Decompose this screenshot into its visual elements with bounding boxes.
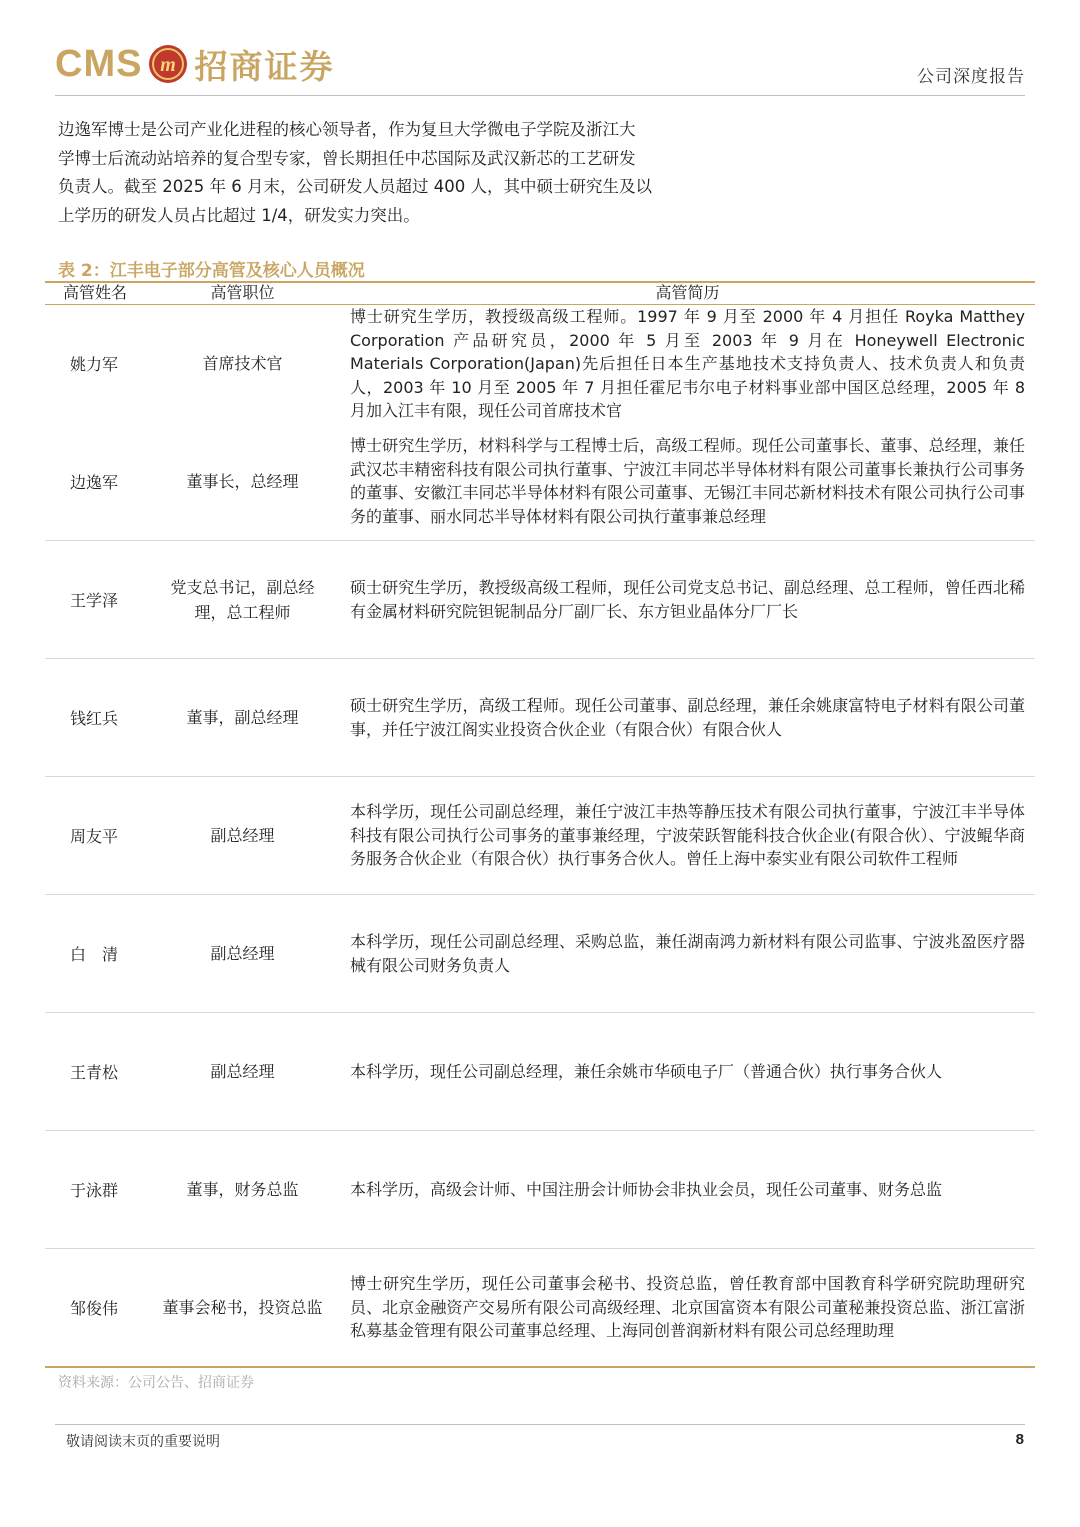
page-number: 8 bbox=[1015, 1431, 1024, 1448]
exec-name: 王学泽 bbox=[45, 541, 145, 659]
exec-bio: 博士研究生学历，现任公司董事会秘书、投资总监，曾任教育部中国教育科学研究院助理研究员、北京金融资产交易所有限公司高级经理、北京国富资本有限公司董秘兼投资总监、浙江富浙私募基金管理有限公司董事总经理、上海同创普润新材料有限公司总经理助理 bbox=[340, 1249, 1035, 1367]
intro-paragraph bbox=[58, 116, 738, 230]
intro-line: 学博士后流动站培养的复合型专家，曾长期担任中芯国际及武汉新芯的工艺研发 bbox=[58, 148, 636, 168]
table-row bbox=[45, 895, 1035, 1013]
header-divider bbox=[55, 95, 1025, 96]
exec-name: 姚力军 bbox=[70, 355, 119, 375]
header-name: 高管姓名 bbox=[45, 282, 145, 305]
company-logo bbox=[55, 42, 334, 86]
table-row bbox=[45, 1249, 1035, 1367]
table-header-row bbox=[45, 282, 1035, 305]
exec-name: 邹俊伟 bbox=[45, 1249, 145, 1367]
svg-text:m: m bbox=[160, 54, 177, 76]
source-note: 资料来源：公司公告、招商证券 bbox=[58, 1375, 254, 1391]
exec-position: 董事会秘书，投资总监 bbox=[145, 1249, 340, 1367]
executive-table bbox=[45, 282, 1035, 1368]
report-type: 公司深度报告 bbox=[917, 67, 1025, 87]
exec-position: 董事长，总经理 bbox=[145, 423, 340, 541]
exec-position: 董事，财务总监 bbox=[145, 1131, 340, 1249]
exec-bio: 本科学历，现任公司副总经理，兼任余姚市华硕电子厂（普通合伙）执行事务合伙人 bbox=[340, 1013, 1035, 1131]
table-row bbox=[45, 541, 1035, 659]
table-row bbox=[45, 1131, 1035, 1249]
exec-bio: 博士研究生学历，材料科学与工程博士后，高级工程师。现任公司董事长、董事、总经理，兼任武汉芯丰精密科技有限公司执行董事、宁波江丰同芯半导体材料有限公司董事长兼执行公司事务的董事、安徽江丰同芯半导体材料有限公司董事、无锡江丰同芯新材料技术有限公司执行公司事务的董事、丽水同芯半导体材料有限公司执行董事兼总经理 bbox=[340, 423, 1035, 541]
exec-name: 边逸军 bbox=[45, 423, 145, 541]
exec-bio: 硕士研究生学历，教授级高级工程师，现任公司党支总书记、副总经理、总工程师，曾任西北稀有金属材料研究院钽铌制品分厂副厂长、东方钽业晶体分厂厂长 bbox=[340, 541, 1035, 659]
header-bio: 高管简历 bbox=[340, 282, 1035, 305]
exec-position: 副总经理 bbox=[145, 895, 340, 1013]
exec-position: 董事，副总经理 bbox=[145, 659, 340, 777]
table-row bbox=[45, 423, 1035, 541]
header-position: 高管职位 bbox=[145, 282, 340, 305]
table-row bbox=[45, 1013, 1035, 1131]
exec-position: 副总经理 bbox=[145, 1013, 340, 1131]
exec-name: 白 清 bbox=[45, 895, 145, 1013]
exec-bio: 本科学历，高级会计师、中国注册会计师协会非执业会员，现任公司董事、财务总监 bbox=[340, 1131, 1035, 1249]
exec-bio: 本科学历，现任公司副总经理、采购总监，兼任湖南鸿力新材料有限公司监事、宁波兆盈医疗器械有限公司财务负责人 bbox=[340, 895, 1035, 1013]
exec-position: 党支总书记，副总经理，总工程师 bbox=[145, 541, 340, 659]
footer-divider bbox=[55, 1424, 1025, 1425]
exec-name: 钱红兵 bbox=[45, 659, 145, 777]
exec-name: 周友平 bbox=[45, 777, 145, 895]
table-row bbox=[45, 659, 1035, 777]
intro-line: 负责人。截至 2025 年 6 月末，公司研发人员超过 400 人，其中硕士研究生及以 bbox=[58, 177, 652, 196]
exec-bio: 博士研究生学历，教授级高级工程师。1997 年 9 月至 2000 年 4 月担任 Royka Matthey Corporation 产品研究员，2000 年 5 月至 2003 年 9 月在 Honeywell Electronic Materials Corporation(Japan)先后担任日本生产基地技术支持负责人、技术负责人和负责人，2003 年 10 月至 2005 年 7 月担任霍尼韦尔电子材料事业部中国区总经理，2005 年 8 月加入江丰有限，现任公司首席技术官 bbox=[350, 307, 1025, 420]
logo-badge-icon bbox=[148, 44, 188, 84]
exec-position: 副总经理 bbox=[145, 777, 340, 895]
table-row bbox=[45, 777, 1035, 895]
table-caption: 表 2：江丰电子部分高管及核心人员概况 bbox=[58, 261, 365, 281]
logo-en-text: CMS bbox=[55, 42, 143, 85]
intro-line: 上学历的研发人员占比超过 1/4，研发实力突出。 bbox=[58, 205, 420, 225]
exec-bio: 硕士研究生学历，高级工程师。现任公司董事、副总经理，兼任余姚康富特电子材料有限公司董事，并任宁波江阁实业投资合伙企业（有限合伙）有限合伙人 bbox=[340, 659, 1035, 777]
intro-line: 边逸军博士是公司产业化进程的核心领导者，作为复旦大学微电子学院及浙江大 bbox=[58, 120, 636, 139]
exec-position: 首席技术官 bbox=[202, 354, 283, 374]
logo-cn-text: 招商证券 bbox=[194, 46, 335, 86]
exec-name: 于泳群 bbox=[45, 1131, 145, 1249]
exec-name: 王青松 bbox=[45, 1013, 145, 1131]
exec-bio: 本科学历，现任公司副总经理，兼任宁波江丰热等静压技术有限公司执行董事，宁波江丰半导体科技有限公司执行公司事务的董事兼经理，宁波荣跃智能科技合伙企业(有限合伙）、宁波鲲华商务服务合伙企业（有限合伙）执行事务合伙人。曾任上海中泰实业有限公司软件工程师 bbox=[340, 777, 1035, 895]
page-header bbox=[55, 40, 1025, 96]
footer-note: 敬请阅读末页的重要说明 bbox=[66, 1434, 220, 1450]
table-row bbox=[45, 305, 1035, 423]
